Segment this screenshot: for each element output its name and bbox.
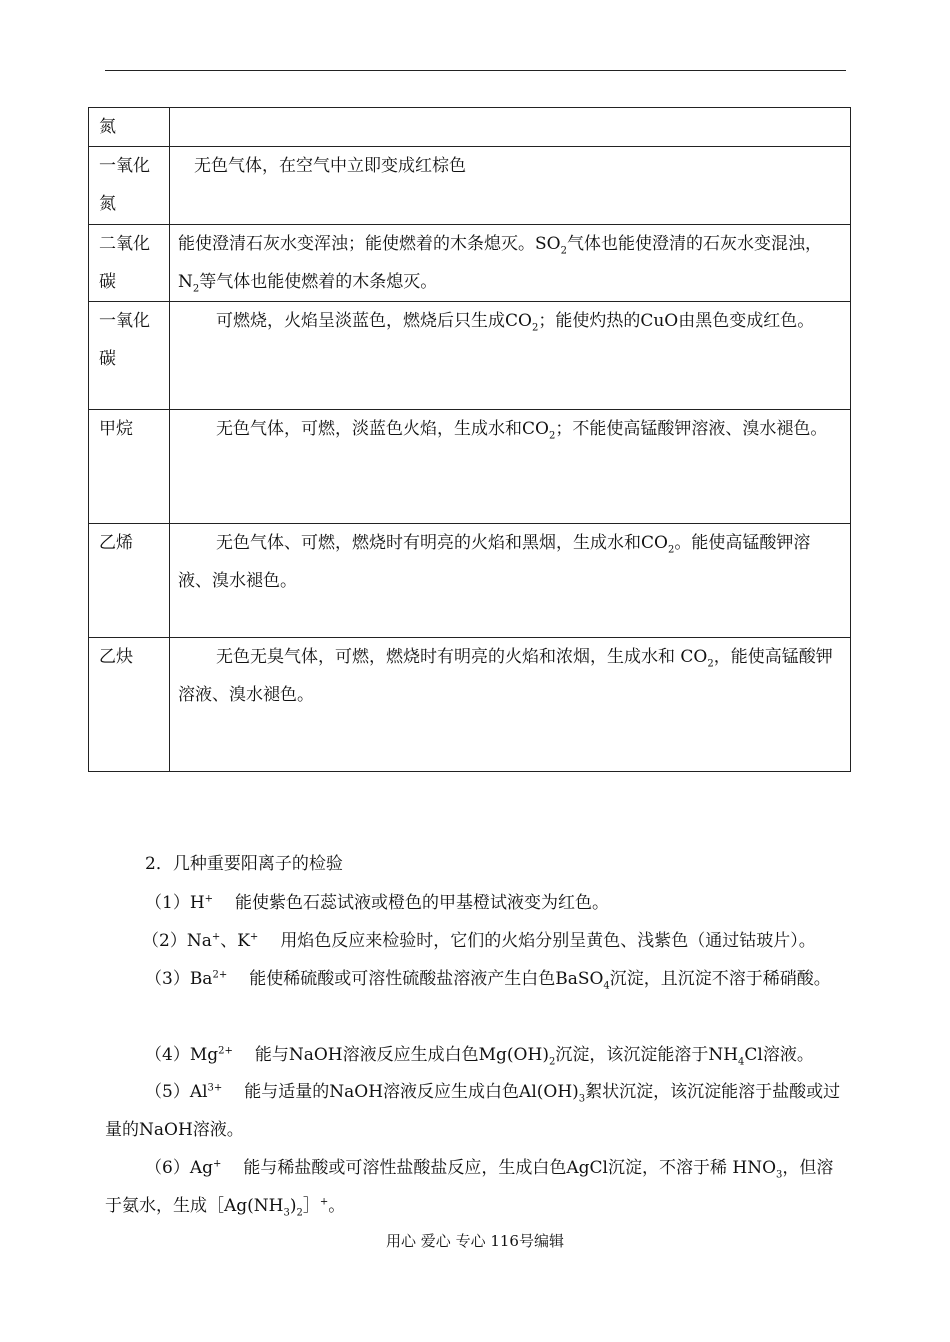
table-row bbox=[89, 225, 851, 302]
gas-name: 一氧化碳 bbox=[89, 302, 170, 410]
gas-desc bbox=[170, 108, 851, 147]
ion-item: $(3)Ba^{2+}$ 能使稀硫酸或可溶性硫酸盐溶液产生白色BaSO$_4$沉淀，且沉淀不溶于稀硝酸。 bbox=[145, 969, 831, 992]
ion-item: $(5)Al^{3+}$ 能与适量的NaOH溶液反应生成白色$Al(OH)_3$絮状沉淀，该沉淀能溶于盐酸或过量的NaOH溶液。 bbox=[105, 1082, 841, 1140]
gas-name: 乙烯 bbox=[89, 524, 170, 638]
section-title: 2．几种重要阳离子的检验 bbox=[145, 854, 343, 874]
gas-desc: 能使澄清石灰水变浑浊；能使燃着的木条熄灭。$SO_2$气体也能使澄清的石灰水变混浊，$N_2$等气体也能使燃着的木条熄灭。 bbox=[170, 225, 851, 302]
gas-desc: 可燃烧，火焰呈淡蓝色，燃烧后只生成$CO_2$；能使灼热的CuO由黑色变成红色。 bbox=[170, 302, 851, 410]
table-row bbox=[89, 147, 851, 225]
table-row bbox=[89, 524, 851, 638]
gas-desc: 无色气体、可燃，燃烧时有明亮的火焰和黑烟，生成水和$CO_2$。能使高锰酸钾溶液、溴水褪色。 bbox=[170, 524, 851, 638]
gas-test-table bbox=[88, 107, 851, 772]
table-row bbox=[89, 638, 851, 772]
gas-desc: 无色气体，可燃，淡蓝色火焰，生成水和$CO_2$；不能使高锰酸钾溶液、溴水褪色。 bbox=[170, 410, 851, 524]
table-row bbox=[89, 410, 851, 524]
gas-desc: 无色气体，在空气中立即变成红棕色 bbox=[170, 147, 851, 225]
gas-name: 一氧化氮 bbox=[89, 147, 170, 225]
gas-name: 乙炔 bbox=[89, 638, 170, 772]
ion-item: $(4)Mg^{2+}$ 能与NaOH溶液反应生成白色$Mg(OH)_2$沉淀，该沉淀能溶于$NH_4Cl$溶液。 bbox=[145, 1045, 814, 1068]
gas-name: 甲烷 bbox=[89, 410, 170, 524]
ion-item: （2）Na+、K+ 用焰色反应来检验时，它们的火焰分别呈黄色、浅紫色（通过钴玻片）。 bbox=[142, 931, 816, 951]
page-footer: 用心 爱心 专心 116号编辑 bbox=[386, 1232, 564, 1250]
gas-name: 二氧化碳 bbox=[89, 225, 170, 302]
ion-item: （1）H+ 能使紫色石蕊试液或橙色的甲基橙试液变为红色。 bbox=[145, 893, 610, 913]
ion-item: （6）Ag+ 能与稀盐酸或可溶性盐酸盐反应，生成白色AgCl沉淀，不溶于稀 $HNO_3$，但溶于氨水，生成$[Ag(NH_3)_2]^+$。 bbox=[105, 1158, 834, 1219]
gas-name: 氮 bbox=[89, 108, 170, 147]
gas-desc: 无色无臭气体，可燃，燃烧时有明亮的火焰和浓烟，生成水和 $CO_2$，能使高锰酸钾溶液、溴水褪色。 bbox=[170, 638, 851, 772]
header-rule bbox=[105, 70, 846, 71]
table-row bbox=[89, 302, 851, 410]
table-row bbox=[89, 108, 851, 147]
